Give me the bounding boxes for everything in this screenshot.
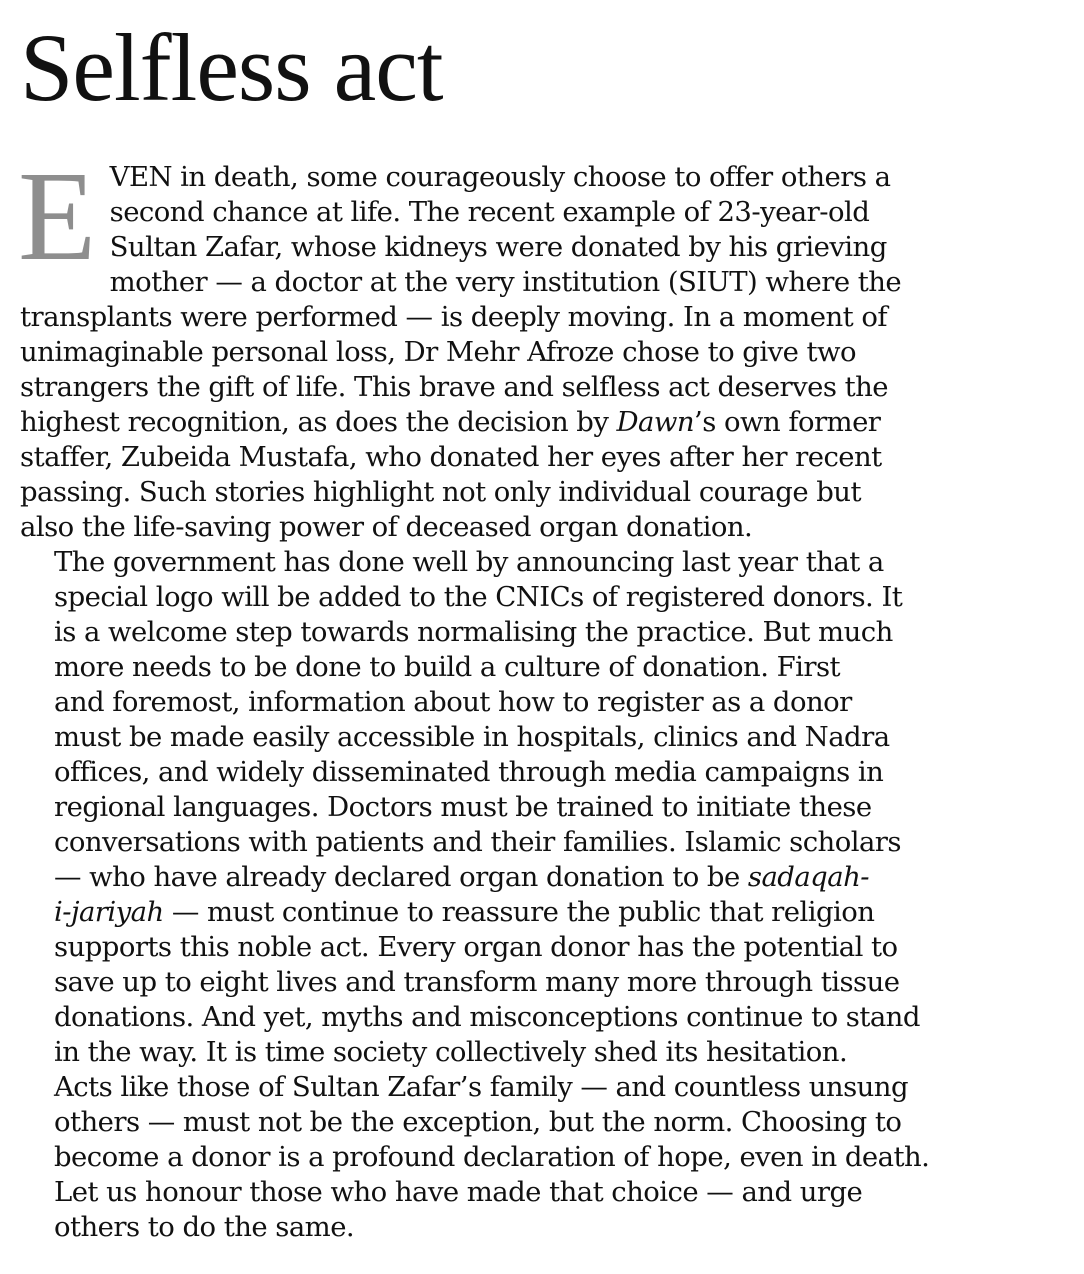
text-line: conversations with patients and their families. Islamic scholars <box>54 826 901 858</box>
headline: Selfless act <box>20 14 443 121</box>
text-line: others to do the same. <box>54 1211 355 1243</box>
article-body <box>18 145 1070 1245</box>
text-line: supports this noble act. Every organ donor has the potential to <box>54 931 898 963</box>
text-line: save up to eight lives and transform many more through tissue <box>54 966 900 998</box>
text-line: VEN in death, some courageously choose to offer others a <box>109 161 891 193</box>
text-line: — who have already declared organ donation to be sadaqah- <box>54 861 869 893</box>
italic-text: i-jariyah <box>54 896 164 928</box>
text-line: special logo will be added to the CNICs of registered donors. It <box>54 581 903 613</box>
text-line: The government has done well by announcing last year that a <box>54 546 884 578</box>
italic-text: Dawn <box>616 406 695 438</box>
text-line: unimaginable personal loss, Dr Mehr Afroze chose to give two <box>20 336 856 368</box>
text-line: regional languages. Doctors must be trained to initiate these <box>54 791 872 823</box>
italic-text: sadaqah- <box>747 861 869 893</box>
text-line: Let us honour those who have made that choice — and urge <box>54 1176 863 1208</box>
paragraph-1 <box>18 145 1070 545</box>
text-line: also the life-saving power of deceased organ donation. <box>20 511 753 543</box>
text-line: staffer, Zubeida Mustafa, who donated her eyes after her recent <box>20 441 882 473</box>
text-line: others — must not be the exception, but the norm. Choosing to <box>54 1106 902 1138</box>
text-line: is a welcome step towards normalising the practice. But much <box>54 616 893 648</box>
text-line: i-jariyah — must continue to reassure the public that religion <box>54 896 875 928</box>
text-line: become a donor is a profound declaration of hope, even in death. <box>54 1141 930 1173</box>
text-line: Acts like those of Sultan Zafar’s family — and countless unsung <box>54 1071 909 1103</box>
editorial-article <box>18 14 1070 1245</box>
text-line: transplants were performed — is deeply moving. In a moment of <box>20 301 888 333</box>
text-line: strangers the gift of life. This brave and selfless act deserves the <box>20 371 888 403</box>
text-line: highest recognition, as does the decision by Dawn’s own former <box>20 406 881 438</box>
paragraph-2 <box>20 545 1070 1245</box>
text-line: second chance at life. The recent example of 23-year-old <box>109 196 870 228</box>
text-line: in the way. It is time society collectively shed its hesitation. <box>54 1036 848 1068</box>
text-line: mother — a doctor at the very institution (SIUT) where the <box>109 266 902 298</box>
text-line: passing. Such stories highlight not only individual courage but <box>20 476 861 508</box>
text-line: more needs to be done to build a culture of donation. First <box>54 651 841 683</box>
drop-cap: E <box>18 145 96 287</box>
text-line: must be made easily accessible in hospitals, clinics and Nadra <box>54 721 890 753</box>
text-line: and foremost, information about how to register as a donor <box>54 686 852 718</box>
text-line: offices, and widely disseminated through media campaigns in <box>54 756 884 788</box>
text-line: Sultan Zafar, whose kidneys were donated by his grieving <box>109 231 887 263</box>
text-line: donations. And yet, myths and misconceptions continue to stand <box>54 1001 920 1033</box>
